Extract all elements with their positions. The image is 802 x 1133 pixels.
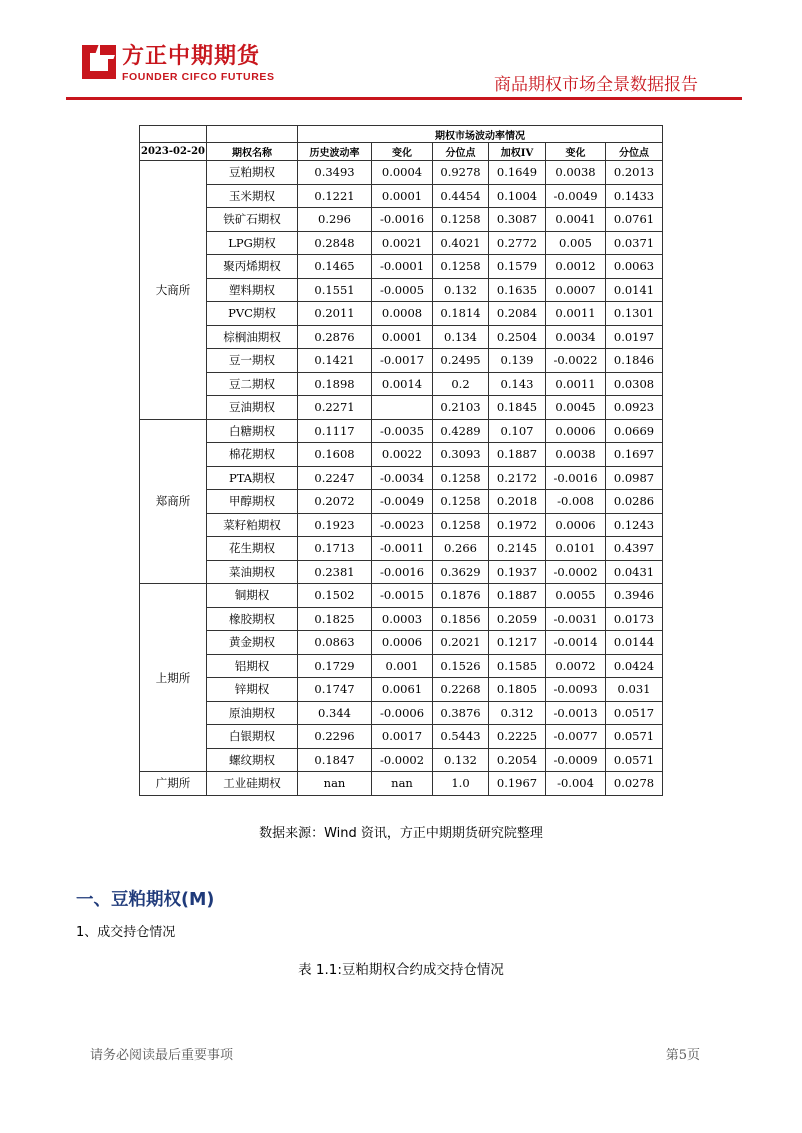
table-row xyxy=(140,208,663,232)
value-cell: 0.1301 xyxy=(606,302,663,326)
value-cell: 0.0278 xyxy=(606,772,663,796)
value-cell: 0.5443 xyxy=(433,725,489,749)
value-cell: 0.2172 xyxy=(489,466,546,490)
value-cell: 0.3093 xyxy=(433,443,489,467)
value-cell: 0.0308 xyxy=(606,372,663,396)
table-row xyxy=(140,584,663,608)
table-row xyxy=(140,701,663,725)
option-name-cell: 豆二期权 xyxy=(207,372,298,396)
value-cell: 0.4454 xyxy=(433,184,489,208)
option-name-cell: 豆油期权 xyxy=(207,396,298,420)
value-cell: 0.312 xyxy=(489,701,546,725)
value-cell: 0.1923 xyxy=(298,513,372,537)
table-row xyxy=(140,325,663,349)
value-cell: 0.1805 xyxy=(489,678,546,702)
col-weighted-iv: 加权IV xyxy=(489,143,546,161)
exchange-cell: 郑商所 xyxy=(140,419,207,584)
table-row xyxy=(140,631,663,655)
table-caption: 表 1.1:豆粕期权合约成交持仓情况 xyxy=(298,962,504,978)
value-cell: 0.2504 xyxy=(489,325,546,349)
value-cell: -0.0009 xyxy=(546,748,606,772)
value-cell: -0.0022 xyxy=(546,349,606,373)
value-cell: 0.1243 xyxy=(606,513,663,537)
value-cell: -0.004 xyxy=(546,772,606,796)
table-row xyxy=(140,466,663,490)
value-cell: 0.2225 xyxy=(489,725,546,749)
option-name-cell: 白糖期权 xyxy=(207,419,298,443)
value-cell: -0.0049 xyxy=(546,184,606,208)
value-cell: 0.1898 xyxy=(298,372,372,396)
value-cell: 0.9278 xyxy=(433,161,489,185)
value-cell: 0.1729 xyxy=(298,654,372,678)
value-cell: 0.0571 xyxy=(606,725,663,749)
option-name-cell: 铝期权 xyxy=(207,654,298,678)
value-cell: -0.0023 xyxy=(372,513,433,537)
col-iv-change: 变化 xyxy=(546,143,606,161)
option-name-cell: 塑料期权 xyxy=(207,278,298,302)
value-cell: 0.1649 xyxy=(489,161,546,185)
value-cell: 0.266 xyxy=(433,537,489,561)
table-row xyxy=(140,278,663,302)
value-cell: 0.0424 xyxy=(606,654,663,678)
value-cell: 0.1585 xyxy=(489,654,546,678)
value-cell xyxy=(372,396,433,420)
table-row xyxy=(140,396,663,420)
value-cell: 0.4289 xyxy=(433,419,489,443)
value-cell: 0.0063 xyxy=(606,255,663,279)
col-iv-percentile: 分位点 xyxy=(606,143,663,161)
value-cell: 0.2103 xyxy=(433,396,489,420)
logo-mark-icon xyxy=(82,45,116,79)
option-name-cell: 棉花期权 xyxy=(207,443,298,467)
value-cell: 0.1004 xyxy=(489,184,546,208)
value-cell: 0.1856 xyxy=(433,607,489,631)
value-cell: 0.0517 xyxy=(606,701,663,725)
option-name-cell: 铜期权 xyxy=(207,584,298,608)
col-option-name: 期权名称 xyxy=(207,143,298,161)
table-row xyxy=(140,513,663,537)
value-cell: 0.1221 xyxy=(298,184,372,208)
table-row xyxy=(140,419,663,443)
value-cell: 0.3946 xyxy=(606,584,663,608)
value-cell: 0.0286 xyxy=(606,490,663,514)
value-cell: -0.0077 xyxy=(546,725,606,749)
option-name-cell: 白银期权 xyxy=(207,725,298,749)
value-cell: 0.0072 xyxy=(546,654,606,678)
option-name-cell: 玉米期权 xyxy=(207,184,298,208)
option-name-cell: 螺纹期权 xyxy=(207,748,298,772)
value-cell: 0.2381 xyxy=(298,560,372,584)
value-cell: 0.0669 xyxy=(606,419,663,443)
value-cell: 0.1845 xyxy=(489,396,546,420)
exchange-cell: 大商所 xyxy=(140,161,207,420)
table-row xyxy=(140,560,663,584)
table-row xyxy=(140,537,663,561)
value-cell: -0.0016 xyxy=(372,208,433,232)
page-number: 第5页 xyxy=(665,1048,700,1063)
value-cell: 0.2271 xyxy=(298,396,372,420)
value-cell: 0.1697 xyxy=(606,443,663,467)
value-cell: -0.0013 xyxy=(546,701,606,725)
value-cell: 0.2018 xyxy=(489,490,546,514)
table-header-row xyxy=(140,143,663,161)
option-name-cell: 锌期权 xyxy=(207,678,298,702)
table-row xyxy=(140,349,663,373)
option-name-cell: 橡胶期权 xyxy=(207,607,298,631)
option-name-cell: 菜籽粕期权 xyxy=(207,513,298,537)
value-cell: 0.2072 xyxy=(298,490,372,514)
value-cell: -0.0016 xyxy=(546,466,606,490)
value-cell: -0.0015 xyxy=(372,584,433,608)
value-cell: 0.2296 xyxy=(298,725,372,749)
value-cell: 0.0012 xyxy=(546,255,606,279)
option-name-cell: 甲醇期权 xyxy=(207,490,298,514)
header-divider xyxy=(66,97,742,100)
value-cell: 0.0038 xyxy=(546,161,606,185)
option-name-cell: 花生期权 xyxy=(207,537,298,561)
table-row xyxy=(140,607,663,631)
table-row xyxy=(140,654,663,678)
value-cell: 0.1713 xyxy=(298,537,372,561)
footer-notice: 请务必阅读最后重要事项 xyxy=(90,1048,234,1063)
value-cell: 0.0055 xyxy=(546,584,606,608)
table-row xyxy=(140,255,663,279)
value-cell: 0.0371 xyxy=(606,231,663,255)
value-cell: 0.1526 xyxy=(433,654,489,678)
table-row xyxy=(140,161,663,185)
option-name-cell: LPG期权 xyxy=(207,231,298,255)
data-source-note: 数据来源：Wind 资讯，方正中期期货研究院整理 xyxy=(259,826,543,841)
value-cell: nan xyxy=(298,772,372,796)
value-cell: 0.1814 xyxy=(433,302,489,326)
value-cell: 0.0034 xyxy=(546,325,606,349)
value-cell: -0.0034 xyxy=(372,466,433,490)
value-cell: 0.2268 xyxy=(433,678,489,702)
volatility-table xyxy=(139,125,663,796)
value-cell: 0.1258 xyxy=(433,208,489,232)
value-cell: 0.296 xyxy=(298,208,372,232)
value-cell: 0.1887 xyxy=(489,584,546,608)
value-cell: 0.1847 xyxy=(298,748,372,772)
table-row xyxy=(140,678,663,702)
value-cell: 0.2848 xyxy=(298,231,372,255)
table-group-header-row xyxy=(140,126,663,143)
value-cell: -0.0017 xyxy=(372,349,433,373)
value-cell: 0.2013 xyxy=(606,161,663,185)
value-cell: 0.031 xyxy=(606,678,663,702)
value-cell: 0.0006 xyxy=(546,513,606,537)
value-cell: 0.0173 xyxy=(606,607,663,631)
report-title: 商品期权市场全景数据报告 xyxy=(494,75,698,95)
value-cell: 0.2495 xyxy=(433,349,489,373)
value-cell: 0.1747 xyxy=(298,678,372,702)
value-cell: -0.0006 xyxy=(372,701,433,725)
value-cell: 0.0863 xyxy=(298,631,372,655)
value-cell: 0.0141 xyxy=(606,278,663,302)
logo-chinese-name: 方正中期期货 xyxy=(122,44,261,69)
value-cell: 0.132 xyxy=(433,748,489,772)
option-name-cell: 豆一期权 xyxy=(207,349,298,373)
table-row xyxy=(140,372,663,396)
value-cell: 0.0061 xyxy=(372,678,433,702)
value-cell: 0.1608 xyxy=(298,443,372,467)
option-name-cell: 铁矿石期权 xyxy=(207,208,298,232)
value-cell: -0.0016 xyxy=(372,560,433,584)
table-row xyxy=(140,443,663,467)
value-cell: 0.2772 xyxy=(489,231,546,255)
value-cell: 0.2 xyxy=(433,372,489,396)
value-cell: 0.1433 xyxy=(606,184,663,208)
value-cell: 0.0006 xyxy=(546,419,606,443)
option-name-cell: PTA期权 xyxy=(207,466,298,490)
value-cell: 0.0008 xyxy=(372,302,433,326)
option-name-cell: PVC期权 xyxy=(207,302,298,326)
value-cell: 0.0144 xyxy=(606,631,663,655)
value-cell: 0.3629 xyxy=(433,560,489,584)
value-cell: 0.344 xyxy=(298,701,372,725)
option-name-cell: 原油期权 xyxy=(207,701,298,725)
value-cell: -0.0014 xyxy=(546,631,606,655)
value-cell: 0.1551 xyxy=(298,278,372,302)
value-cell: 0.0011 xyxy=(546,302,606,326)
value-cell: 0.1937 xyxy=(489,560,546,584)
value-cell: 0.4397 xyxy=(606,537,663,561)
value-cell: 0.1876 xyxy=(433,584,489,608)
value-cell: -0.0035 xyxy=(372,419,433,443)
value-cell: 0.0014 xyxy=(372,372,433,396)
value-cell: 0.2059 xyxy=(489,607,546,631)
option-name-cell: 黄金期权 xyxy=(207,631,298,655)
value-cell: -0.0002 xyxy=(372,748,433,772)
value-cell: 0.0004 xyxy=(372,161,433,185)
value-cell: 0.2054 xyxy=(489,748,546,772)
value-cell: -0.0001 xyxy=(372,255,433,279)
value-cell: 0.2011 xyxy=(298,302,372,326)
table-row xyxy=(140,184,663,208)
value-cell: 0.1825 xyxy=(298,607,372,631)
value-cell: 0.005 xyxy=(546,231,606,255)
value-cell: 0.0197 xyxy=(606,325,663,349)
value-cell: 0.1967 xyxy=(489,772,546,796)
value-cell: 0.0022 xyxy=(372,443,433,467)
value-cell: 0.3087 xyxy=(489,208,546,232)
col-hist-vol: 历史波动率 xyxy=(298,143,372,161)
value-cell: 0.2145 xyxy=(489,537,546,561)
value-cell: 0.0001 xyxy=(372,325,433,349)
value-cell: 0.1217 xyxy=(489,631,546,655)
value-cell: 0.1502 xyxy=(298,584,372,608)
value-cell: 0.0923 xyxy=(606,396,663,420)
option-name-cell: 工业硅期权 xyxy=(207,772,298,796)
option-name-cell: 棕榈油期权 xyxy=(207,325,298,349)
table-row xyxy=(140,772,663,796)
value-cell: 0.107 xyxy=(489,419,546,443)
value-cell: -0.0005 xyxy=(372,278,433,302)
value-cell: 0.0006 xyxy=(372,631,433,655)
value-cell: 0.2247 xyxy=(298,466,372,490)
value-cell: 0.132 xyxy=(433,278,489,302)
value-cell: 0.0045 xyxy=(546,396,606,420)
col-date: 2023-02-20 xyxy=(140,143,207,161)
value-cell: 0.2084 xyxy=(489,302,546,326)
value-cell: 0.1887 xyxy=(489,443,546,467)
value-cell: -0.0093 xyxy=(546,678,606,702)
logo-english-name: FOUNDER CIFCO FUTURES xyxy=(122,71,275,83)
value-cell: -0.0031 xyxy=(546,607,606,631)
value-cell: 0.0761 xyxy=(606,208,663,232)
value-cell: 0.1465 xyxy=(298,255,372,279)
col-hv-percentile: 分位点 xyxy=(433,143,489,161)
table-row xyxy=(140,490,663,514)
table-row xyxy=(140,231,663,255)
value-cell: 0.0571 xyxy=(606,748,663,772)
value-cell: 0.0101 xyxy=(546,537,606,561)
value-cell: -0.0049 xyxy=(372,490,433,514)
value-cell: 0.1421 xyxy=(298,349,372,373)
value-cell: 0.1972 xyxy=(489,513,546,537)
value-cell: 0.1635 xyxy=(489,278,546,302)
option-name-cell: 菜油期权 xyxy=(207,560,298,584)
value-cell: 0.1258 xyxy=(433,513,489,537)
value-cell: 0.2021 xyxy=(433,631,489,655)
value-cell: 0.1846 xyxy=(606,349,663,373)
value-cell: nan xyxy=(372,772,433,796)
value-cell: 0.1117 xyxy=(298,419,372,443)
value-cell: 0.1258 xyxy=(433,490,489,514)
value-cell: -0.008 xyxy=(546,490,606,514)
value-cell: 0.1258 xyxy=(433,255,489,279)
value-cell: 0.0007 xyxy=(546,278,606,302)
option-name-cell: 聚丙烯期权 xyxy=(207,255,298,279)
value-cell: 0.0011 xyxy=(546,372,606,396)
value-cell: 0.139 xyxy=(489,349,546,373)
value-cell: 0.0038 xyxy=(546,443,606,467)
value-cell: 0.0001 xyxy=(372,184,433,208)
col-hv-change: 变化 xyxy=(372,143,433,161)
company-logo xyxy=(82,45,275,83)
value-cell: 0.3493 xyxy=(298,161,372,185)
value-cell: 0.0017 xyxy=(372,725,433,749)
value-cell: 0.3876 xyxy=(433,701,489,725)
value-cell: 0.2876 xyxy=(298,325,372,349)
value-cell: 0.0987 xyxy=(606,466,663,490)
sub-section-title: 1、成交持仓情况 xyxy=(76,925,176,940)
value-cell: 0.0003 xyxy=(372,607,433,631)
group-header: 期权市场波动率情况 xyxy=(298,126,663,143)
section-title: 一、豆粕期权(M) xyxy=(76,890,215,910)
value-cell: -0.0002 xyxy=(546,560,606,584)
value-cell: 0.001 xyxy=(372,654,433,678)
table-row xyxy=(140,748,663,772)
value-cell: 0.134 xyxy=(433,325,489,349)
value-cell: 1.0 xyxy=(433,772,489,796)
value-cell: 0.1579 xyxy=(489,255,546,279)
value-cell: 0.0041 xyxy=(546,208,606,232)
table-row xyxy=(140,725,663,749)
value-cell: 0.4021 xyxy=(433,231,489,255)
option-name-cell: 豆粕期权 xyxy=(207,161,298,185)
value-cell: 0.143 xyxy=(489,372,546,396)
value-cell: 0.1258 xyxy=(433,466,489,490)
table-row xyxy=(140,302,663,326)
value-cell: 0.0021 xyxy=(372,231,433,255)
value-cell: 0.0431 xyxy=(606,560,663,584)
exchange-cell: 上期所 xyxy=(140,584,207,772)
value-cell: -0.0011 xyxy=(372,537,433,561)
exchange-cell: 广期所 xyxy=(140,772,207,796)
